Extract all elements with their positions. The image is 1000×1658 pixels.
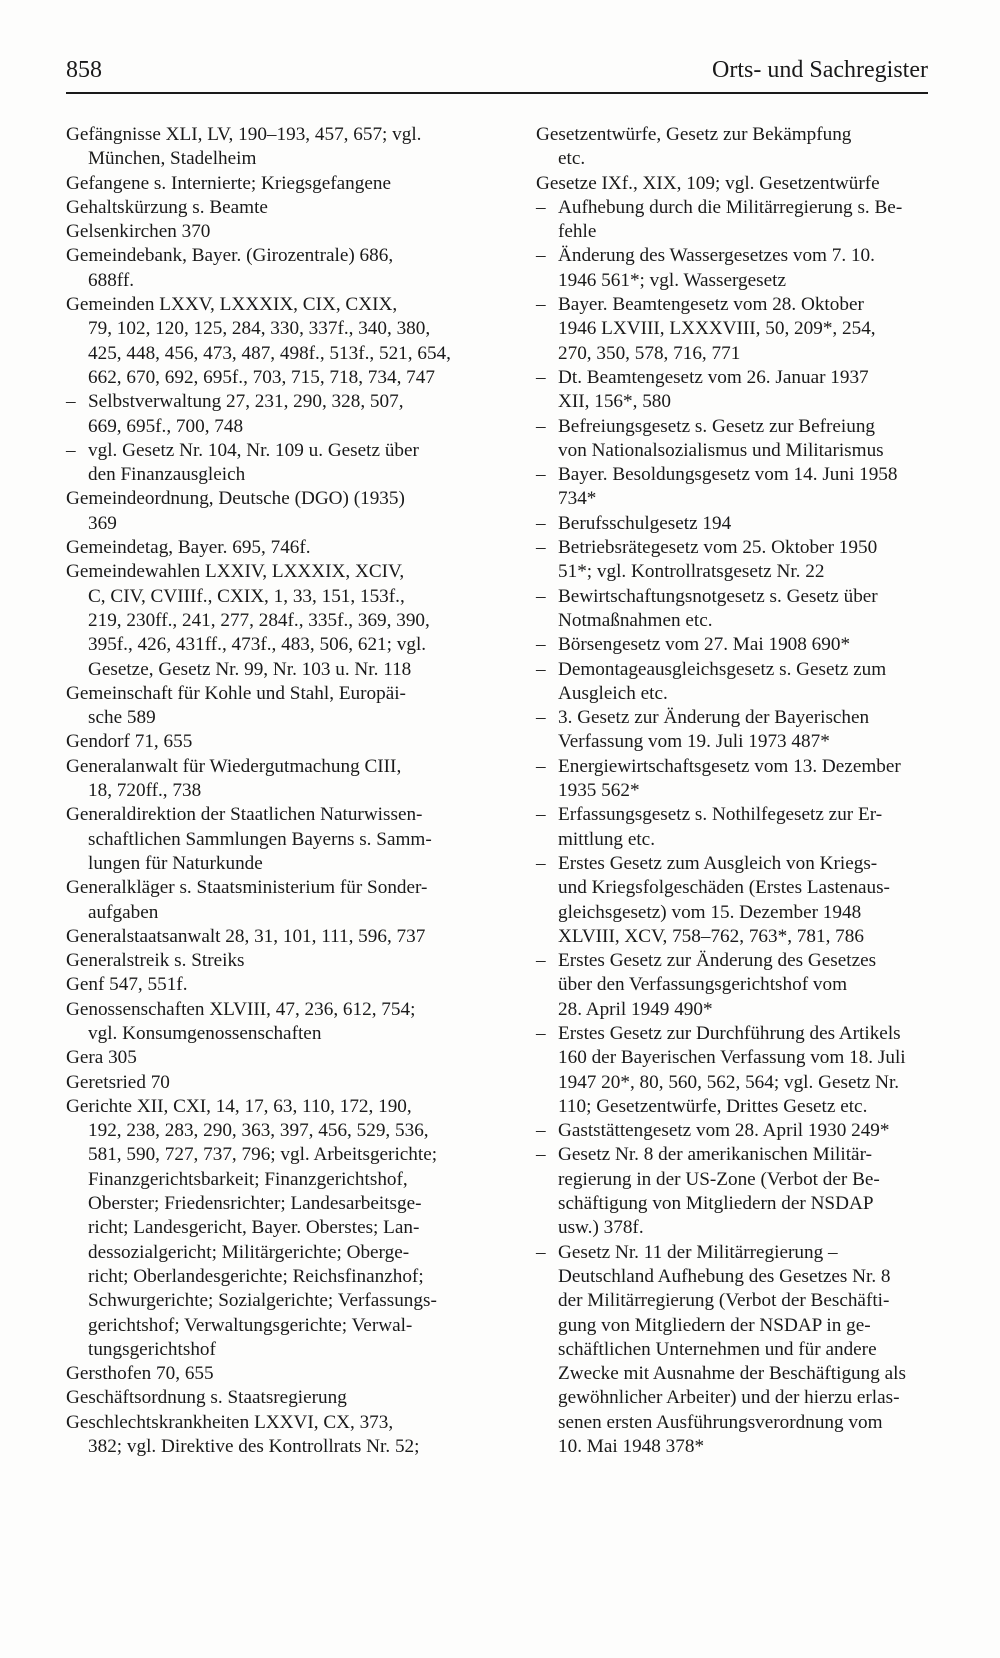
subentry-dash: – bbox=[536, 196, 546, 218]
index-entry: Genf 547, 551f. bbox=[66, 974, 188, 996]
subentry-text: Berufsschulgesetz 194 bbox=[558, 512, 732, 534]
subentry-text: Bayer. Beamtengesetz vom 28. Oktober 1946 LXVIII, LXXXVIII, 50, 209*, 254, 270, 350, 578, 716, 771 bbox=[558, 294, 876, 364]
subentry-dash: – bbox=[66, 391, 76, 413]
subentry-dash: – bbox=[536, 1144, 546, 1166]
subentry-dash: – bbox=[536, 366, 546, 388]
index-subentry bbox=[536, 512, 928, 536]
subentry-text: vgl. Gesetz Nr. 104, Nr. 109 u. Gesetz über den Finanzausgleich bbox=[88, 439, 419, 486]
index-entry: Gemeinden LXXV, LXXXIX, CIX, CXIX, 79, 102, 120, 125, 284, 330, 337f., 340, 380, 425, 448, 456, 473, 487, 498f., 513f., 521, 654, 662, 670, 692, 695f., 703, 715, 718, 734, 747 bbox=[66, 294, 451, 388]
subentry-text: Gesetz Nr. 11 der Militärregierung – Deutschland Aufhebung des Gesetzes Nr. 8 der Militärregierung (Verbot der Beschäfti- gung von Mitgliedern der NSDAP in ge- schäftlichen Unternehmen und für andere Zwecke mit Ausnahme der Beschäftigung als gewöhnlicher Arbeiter) und der hierzu erlas- senen ersten Ausführungsverordnung vom 10. Mai 1948 378* bbox=[558, 1241, 906, 1458]
index-entry: Gemeindetag, Bayer. 695, 746f. bbox=[66, 537, 311, 559]
index-subentry bbox=[536, 536, 928, 585]
index-entry: Geschlechtskrankheiten LXXVI, CX, 373, 382; vgl. Direktive des Kontrollrats Nr. 52; bbox=[66, 1411, 420, 1458]
subentry-text: Bewirtschaftungsnotgesetz s. Gesetz über Notmaßnahmen etc. bbox=[558, 585, 878, 631]
subentry-text: Börsengesetz vom 27. Mai 1908 690* bbox=[558, 634, 851, 656]
subentry-dash: – bbox=[536, 464, 546, 486]
index-subentry bbox=[66, 439, 479, 488]
subentry-text: Selbstverwaltung 27, 231, 290, 328, 507, 669, 695f., 700, 748 bbox=[88, 391, 404, 437]
index-subentry bbox=[536, 415, 928, 464]
subentry-text: Gaststättengesetz vom 28. April 1930 249* bbox=[558, 1120, 890, 1142]
index-entry: Generalstaatsanwalt 28, 31, 101, 111, 596, 737 bbox=[66, 925, 426, 947]
subentry-text: Aufhebung durch die Militärregierung s. Be- fehle bbox=[558, 196, 903, 243]
index-entry: Gersthofen 70, 655 bbox=[66, 1363, 214, 1385]
index-entry: Generalkläger s. Staatsministerium für Sonder- aufgaben bbox=[66, 877, 428, 923]
page-number: 858 bbox=[66, 57, 102, 83]
subentry-text: Befreiungsgesetz s. Gesetz zur Befreiung von Nationalsozialismus und Militarismus bbox=[558, 415, 884, 461]
subentry-text: Änderung des Wassergesetzes vom 7. 10. 1946 561*; vgl. Wassergesetz bbox=[558, 245, 875, 291]
subentry-dash: – bbox=[536, 755, 546, 777]
subentry-dash: – bbox=[536, 245, 546, 267]
subentry-text: Betriebsrätegesetz vom 25. Oktober 1950 51*; vgl. Kontrollratsgesetz Nr. 22 bbox=[558, 537, 878, 583]
index-subentry bbox=[536, 706, 928, 755]
index-subentry bbox=[536, 852, 928, 949]
subentry-text: Erstes Gesetz zur Durchführung des Artikels 160 der Bayerischen Verfassung vom 18. Juli 1947 20*, 80, 560, 562, 564; vgl. Gesetz Nr. 110; Gesetzentwürfe, Drittes Gesetz etc. bbox=[558, 1022, 906, 1117]
subentry-dash: – bbox=[536, 707, 546, 729]
index-subentry bbox=[536, 755, 928, 804]
index-entry: Generaldirektion der Staatlichen Naturwissen- schaftlichen Sammlungen Bayerns s. Samm- lungen für Naturkunde bbox=[66, 804, 432, 874]
index-subentry bbox=[536, 1143, 928, 1240]
subentry-dash: – bbox=[536, 294, 546, 316]
index-entry: Gesetzentwürfe, Gesetz zur Bekämpfung etc. bbox=[536, 124, 852, 170]
index-entry: Gefangene s. Internierte; Kriegsgefangene bbox=[66, 172, 391, 194]
subentry-dash: – bbox=[536, 950, 546, 972]
index-entry: Geschäftsordnung s. Staatsregierung bbox=[66, 1387, 347, 1409]
subentry-text: Energiewirtschaftsgesetz vom 13. Dezember 1935 562* bbox=[558, 755, 901, 802]
index-subentry bbox=[536, 463, 928, 512]
index-entry: Geretsried 70 bbox=[66, 1071, 170, 1093]
subentry-dash: – bbox=[536, 415, 546, 437]
index-subentry bbox=[536, 196, 928, 245]
subentry-text: Bayer. Besoldungsgesetz vom 14. Juni 1958 734* bbox=[558, 464, 898, 510]
subentry-text: Erfassungsgesetz s. Nothilfegesetz zur Er- mittlung etc. bbox=[558, 804, 883, 850]
subentry-text: Dt. Beamtengesetz vom 26. Januar 1937 XII, 156*, 580 bbox=[558, 366, 869, 413]
index-entry: Gesetze IXf., XIX, 109; vgl. Gesetzentwürfe bbox=[536, 172, 880, 194]
index-subentry bbox=[536, 658, 928, 707]
subentry-text: Erstes Gesetz zur Änderung des Gesetzes über den Verfassungsgerichtshof vom 28. April 1949 490* bbox=[558, 950, 877, 1020]
subentry-dash: – bbox=[536, 852, 546, 874]
index-subentry bbox=[536, 1119, 928, 1143]
index-subentry bbox=[536, 293, 928, 366]
index-entry: Gemeindebank, Bayer. (Girozentrale) 686, 688ff. bbox=[66, 245, 394, 291]
index-subentry bbox=[536, 366, 928, 415]
subentry-dash: – bbox=[536, 1120, 546, 1142]
subentry-dash: – bbox=[536, 1022, 546, 1044]
index-entry: Gera 305 bbox=[66, 1047, 137, 1069]
header-rule bbox=[66, 92, 928, 94]
subentry-dash: – bbox=[536, 537, 546, 559]
index-entry: Gefängnisse XLI, LV, 190–193, 457, 657; vgl. München, Stadelheim bbox=[66, 124, 422, 170]
index-entry: Gehaltskürzung s. Beamte bbox=[66, 196, 268, 218]
subentry-dash: – bbox=[536, 512, 546, 534]
index-column-right bbox=[536, 123, 928, 1459]
index-subentry bbox=[536, 244, 928, 293]
index-entry: Gendorf 71, 655 bbox=[66, 731, 193, 753]
index-subentry bbox=[536, 1022, 928, 1119]
index-entry: Generalanwalt für Wiedergutmachung CIII, 18, 720ff., 738 bbox=[66, 755, 402, 802]
index-entry: Gelsenkirchen 370 bbox=[66, 221, 211, 243]
index-entry: Gemeindewahlen LXXIV, LXXXIX, XCIV, C, CIV, CVIIIf., CXIX, 1, 33, 151, 153f., 219, 230ff., 241, 277, 284f., 335f., 369, 390, 395f., 426, 431ff., 473f., 483, 506, 621; vgl. Gesetze, Gesetz Nr. 99, Nr. 103 u. Nr. 118 bbox=[66, 561, 430, 680]
index-column-left bbox=[66, 123, 479, 1459]
index-subentry bbox=[536, 633, 928, 657]
running-title: Orts- und Sachregister bbox=[712, 57, 928, 83]
subentry-text: Demontageausgleichsgesetz s. Gesetz zum Ausgleich etc. bbox=[558, 658, 887, 704]
index-entry: Gemeinschaft für Kohle und Stahl, Europäi- sche 589 bbox=[66, 682, 406, 729]
subentry-dash: – bbox=[536, 1241, 546, 1263]
subentry-dash: – bbox=[536, 658, 546, 680]
subentry-dash: – bbox=[536, 804, 546, 826]
index-subentry bbox=[536, 803, 928, 852]
index-subentry bbox=[536, 585, 928, 634]
subentry-dash: – bbox=[66, 439, 76, 461]
index-subentry bbox=[536, 1241, 928, 1460]
index-entry: Gerichte XII, CXI, 14, 17, 63, 110, 172, 190, 192, 238, 283, 290, 363, 397, 456, 529, 536, 581, 590, 727, 737, 796; vgl. Arbeitsgerichte; Finanzgerichtsbarkeit; Finanzgerichtshof, Oberster; Friedensrichter; Landesarbeitsge- richt; Landesgericht, Bayer. Oberstes; Lan- dessozialgericht; Militärgerichte; Oberge- richt; Oberlandesgerichte; Reichsfinanzhof; Schwurgerichte; Sozialgerichte; Verfassungs- gerichtshof; Verwaltungsgerichte; Verwal- tungsgerichtshof bbox=[66, 1095, 438, 1360]
index-entry: Genossenschaften XLVIII, 47, 236, 612, 754; vgl. Konsumgenossenschaften bbox=[66, 998, 416, 1044]
page-header bbox=[66, 52, 928, 96]
subentry-text: 3. Gesetz zur Änderung der Bayerischen Verfassung vom 19. Juli 1973 487* bbox=[558, 707, 870, 753]
index-entry: Generalstreik s. Streiks bbox=[66, 950, 245, 972]
index-entry: Gemeindeordnung, Deutsche (DGO) (1935) 369 bbox=[66, 488, 405, 534]
index-subentry bbox=[66, 390, 479, 439]
index-subentry bbox=[536, 949, 928, 1022]
subentry-dash: – bbox=[536, 634, 546, 656]
subentry-text: Erstes Gesetz zum Ausgleich von Kriegs- und Kriegsfolgeschäden (Erstes Lastenaus- gleichsgesetz) vom 15. Dezember 1948 XLVIII, XCV, 758–762, 763*, 781, 786 bbox=[558, 852, 890, 947]
subentry-dash: – bbox=[536, 585, 546, 607]
subentry-text: Gesetz Nr. 8 der amerikanischen Militär- regierung in der US-Zone (Verbot der Be- schäftigung von Mitgliedern der NSDAP usw.) 378f. bbox=[558, 1144, 880, 1239]
